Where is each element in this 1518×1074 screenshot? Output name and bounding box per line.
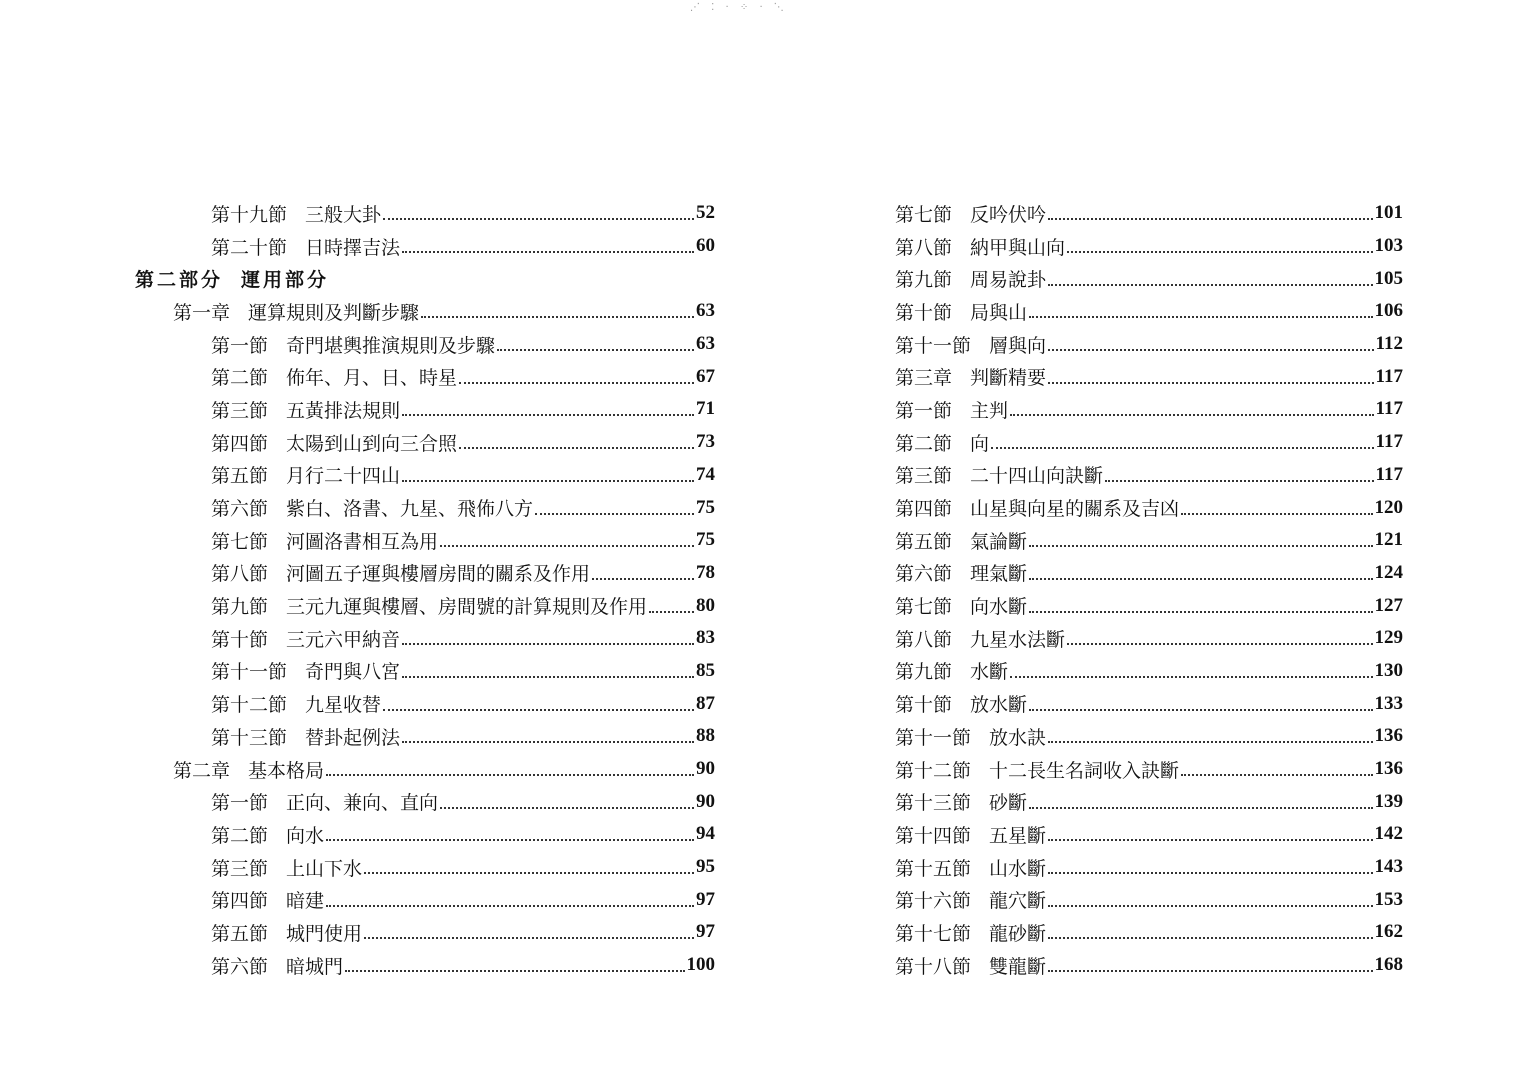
dot-leader — [459, 447, 694, 449]
section-title: 太陽到山到向三合照 — [286, 432, 458, 455]
section-number: 第八節 — [895, 628, 953, 651]
section-title: 佈年、月、日、時星 — [286, 367, 458, 390]
section-number: 第十二節 — [895, 759, 972, 782]
section-title: 河圖洛書相互為用 — [286, 530, 439, 553]
section-number: 第三章 — [895, 367, 953, 390]
section-number: 第二部分 — [135, 269, 224, 292]
section-title: 運用部分 — [241, 269, 330, 292]
page-number: 117 — [1375, 463, 1403, 485]
toc-section-entry — [133, 360, 715, 393]
section-title: 紫白、洛書、九星、飛佈八方 — [286, 498, 534, 521]
toc-section-entry — [133, 655, 715, 688]
page-number: 127 — [1374, 594, 1403, 616]
toc-section-entry — [855, 687, 1403, 720]
section-title: 向 — [970, 432, 990, 455]
section-title: 奇門堪輿推演規則及步驟 — [286, 334, 496, 357]
toc-section-entry — [855, 622, 1403, 655]
toc-section-entry — [133, 785, 715, 818]
dot-leader — [402, 643, 694, 645]
page-number: 168 — [1374, 954, 1403, 976]
dot-leader — [1048, 382, 1374, 384]
section-number: 第八節 — [895, 236, 953, 259]
section-title: 向水 — [286, 824, 325, 847]
page-number: 103 — [1374, 235, 1403, 257]
page-number: 83 — [696, 627, 715, 649]
page-number: 60 — [696, 235, 715, 257]
page-number: 117 — [1375, 398, 1403, 420]
section-number: 第十一節 — [895, 726, 972, 749]
section-number: 第十節 — [211, 628, 269, 651]
page-number: 94 — [696, 823, 715, 845]
dot-leader — [402, 676, 694, 678]
section-number: 第十三節 — [895, 792, 972, 815]
section-title: 月行二十四山 — [286, 465, 401, 488]
page-number: 136 — [1374, 758, 1403, 780]
toc-section-entry — [855, 491, 1403, 524]
page-number: 117 — [1375, 365, 1403, 387]
dot-leader — [649, 611, 694, 613]
section-number: 第十三節 — [211, 726, 288, 749]
toc-section-entry — [855, 426, 1403, 459]
dot-leader — [1048, 741, 1372, 743]
dot-leader — [402, 414, 694, 416]
toc-section-entry — [133, 720, 715, 753]
dot-leader — [1010, 414, 1374, 416]
toc-section-entry — [855, 230, 1403, 263]
section-number: 第九節 — [895, 661, 953, 684]
section-number: 第九節 — [895, 269, 953, 292]
section-number: 第三節 — [895, 465, 953, 488]
page-number: 139 — [1374, 790, 1403, 812]
section-number: 第十節 — [895, 694, 953, 717]
page-number: 63 — [696, 300, 715, 322]
section-title: 河圖五子運與樓層房間的關系及作用 — [286, 563, 591, 586]
page-number: 63 — [696, 333, 715, 355]
section-number: 第五節 — [211, 922, 269, 945]
page-number: 75 — [696, 496, 715, 518]
dot-leader — [1067, 251, 1372, 253]
section-number: 第二節 — [211, 367, 269, 390]
section-title: 判斷精要 — [970, 367, 1047, 390]
toc-section-entry — [133, 883, 715, 916]
toc-section-entry — [133, 949, 715, 982]
dot-leader — [364, 937, 694, 939]
toc-section-entry — [855, 295, 1403, 328]
dot-leader — [421, 316, 694, 318]
section-number: 第七節 — [895, 203, 953, 226]
dot-leader — [1029, 807, 1372, 809]
section-title: 二十四山向訣斷 — [970, 465, 1104, 488]
toc-section-entry — [133, 230, 715, 263]
section-title: 正向、兼向、直向 — [286, 792, 439, 815]
dot-leader — [991, 447, 1374, 449]
dot-leader — [1048, 937, 1372, 939]
section-title: 運算規則及判斷步驟 — [248, 301, 420, 324]
page-number: 120 — [1374, 496, 1403, 518]
toc-section-entry — [133, 622, 715, 655]
page-number: 133 — [1374, 692, 1403, 714]
section-title: 納甲與山向 — [970, 236, 1066, 259]
toc-section-entry — [855, 818, 1403, 851]
page-number: 67 — [696, 365, 715, 387]
toc-section-entry — [133, 818, 715, 851]
dot-leader — [1048, 349, 1374, 351]
section-number: 第三節 — [211, 399, 269, 422]
dot-leader — [440, 807, 694, 809]
page-number: 105 — [1374, 267, 1403, 289]
section-number: 第二十節 — [211, 236, 288, 259]
section-title: 放水訣 — [989, 726, 1047, 749]
dot-leader — [402, 251, 694, 253]
section-number: 第十四節 — [895, 824, 972, 847]
dot-leader — [459, 382, 694, 384]
section-number: 第十八節 — [895, 955, 972, 978]
section-number: 第四節 — [895, 498, 953, 521]
section-number: 第五節 — [895, 530, 953, 553]
section-title: 基本格局 — [248, 759, 325, 782]
page-number: 78 — [696, 561, 715, 583]
section-title: 山星與向星的關系及吉凶 — [970, 498, 1180, 521]
section-number: 第六節 — [211, 955, 269, 978]
toc-section-entry — [133, 589, 715, 622]
dot-leader — [402, 741, 694, 743]
toc-section-entry — [855, 557, 1403, 590]
section-title: 九星收替 — [305, 694, 382, 717]
toc-section-entry — [855, 459, 1403, 492]
dot-leader — [1048, 284, 1372, 286]
section-number: 第十節 — [895, 301, 953, 324]
section-number: 第七節 — [895, 596, 953, 619]
section-title: 理氣斷 — [970, 563, 1028, 586]
page-number: 90 — [696, 758, 715, 780]
dot-leader — [1048, 970, 1372, 972]
toc-section-entry — [855, 197, 1403, 230]
page-number: 88 — [696, 725, 715, 747]
toc-section-entry — [855, 785, 1403, 818]
section-title: 城門使用 — [286, 922, 363, 945]
dot-leader — [345, 970, 684, 972]
section-number: 第六節 — [895, 563, 953, 586]
section-title: 五黃排法規則 — [286, 399, 401, 422]
dot-leader — [326, 905, 694, 907]
toc-section-entry — [855, 393, 1403, 426]
page-number: 153 — [1374, 888, 1403, 910]
toc-section-entry — [133, 328, 715, 361]
section-number: 第十九節 — [211, 203, 288, 226]
page-number: 85 — [696, 659, 715, 681]
dot-leader — [1029, 578, 1372, 580]
page-number: 97 — [696, 921, 715, 943]
toc-section-entry — [133, 426, 715, 459]
toc-section-entry — [855, 753, 1403, 786]
page-number: 121 — [1374, 529, 1403, 551]
section-number: 第二節 — [211, 824, 269, 847]
section-title: 五星斷 — [989, 824, 1047, 847]
section-number: 第八節 — [211, 563, 269, 586]
section-title: 周易說卦 — [970, 269, 1047, 292]
section-title: 山水斷 — [989, 857, 1047, 880]
toc-left-column — [133, 197, 715, 982]
page-number: 80 — [696, 594, 715, 616]
section-title: 暗建 — [286, 890, 325, 913]
dot-leader — [1029, 709, 1372, 711]
section-number: 第三節 — [211, 857, 269, 880]
page-number: 73 — [696, 431, 715, 453]
section-title: 龍砂斷 — [989, 922, 1047, 945]
section-number: 第十一節 — [211, 661, 288, 684]
page-number: 101 — [1374, 202, 1403, 224]
section-number: 第十五節 — [895, 857, 972, 880]
toc-section-entry — [855, 655, 1403, 688]
section-title: 暗城門 — [286, 955, 344, 978]
page-number: 74 — [696, 463, 715, 485]
page-number: 162 — [1374, 921, 1403, 943]
section-number: 第二節 — [895, 432, 953, 455]
page-number: 142 — [1374, 823, 1403, 845]
dot-leader — [1048, 872, 1372, 874]
scan-specks: ⋰ ⁚ · ⁘ · ⋱ — [690, 2, 788, 13]
section-title: 放水斷 — [970, 694, 1028, 717]
toc-section-entry — [855, 524, 1403, 557]
section-number: 第一章 — [173, 301, 231, 324]
toc-section-entry — [133, 524, 715, 557]
section-title: 日時擇吉法 — [305, 236, 401, 259]
toc-section-entry — [133, 557, 715, 590]
page-number: 130 — [1374, 659, 1403, 681]
section-number: 第九節 — [211, 596, 269, 619]
dot-leader — [1048, 218, 1372, 220]
dot-leader — [1181, 774, 1372, 776]
toc-section-entry — [133, 197, 715, 230]
page-number: 100 — [686, 954, 715, 976]
section-title: 九星水法斷 — [970, 628, 1066, 651]
toc-section-entry — [855, 262, 1403, 295]
dot-leader — [1029, 545, 1372, 547]
page-number: 75 — [696, 529, 715, 551]
page-number: 106 — [1374, 300, 1403, 322]
section-title: 奇門與八宮 — [305, 661, 401, 684]
section-title: 替卦起例法 — [305, 726, 401, 749]
toc-section-entry — [855, 949, 1403, 982]
page-number: 129 — [1374, 627, 1403, 649]
section-number: 第四節 — [211, 890, 269, 913]
section-number: 第一節 — [211, 792, 269, 815]
section-title: 局與山 — [970, 301, 1028, 324]
toc-section-entry — [855, 916, 1403, 949]
page-number: 124 — [1374, 561, 1403, 583]
toc-chapter-entry — [855, 360, 1403, 393]
page-number: 143 — [1374, 856, 1403, 878]
dot-leader — [364, 872, 694, 874]
dot-leader — [1029, 611, 1372, 613]
section-title: 層與向 — [989, 334, 1047, 357]
section-title: 向水斷 — [970, 596, 1028, 619]
toc-section-entry — [133, 459, 715, 492]
dot-leader — [1105, 480, 1374, 482]
toc-section-entry — [855, 589, 1403, 622]
section-title: 十二長生名詞收入訣斷 — [989, 759, 1180, 782]
toc-chapter-entry — [133, 295, 715, 328]
dot-leader — [326, 774, 694, 776]
toc-section-entry — [855, 328, 1403, 361]
dot-leader — [1048, 839, 1372, 841]
section-title: 龍穴斷 — [989, 890, 1047, 913]
dot-leader — [497, 349, 694, 351]
section-number: 第一節 — [211, 334, 269, 357]
section-title: 反吟伏吟 — [970, 203, 1047, 226]
dot-leader — [1181, 513, 1372, 515]
section-title: 主判 — [970, 399, 1009, 422]
toc-right-column — [855, 197, 1403, 982]
toc-section-entry — [855, 720, 1403, 753]
section-number: 第一節 — [895, 399, 953, 422]
section-title: 三元六甲納音 — [286, 628, 401, 651]
dot-leader — [1010, 676, 1372, 678]
toc-section-entry — [133, 491, 715, 524]
dot-leader — [326, 839, 694, 841]
dot-leader — [440, 545, 694, 547]
page-number: 95 — [696, 856, 715, 878]
section-title: 氣論斷 — [970, 530, 1028, 553]
page-number: 112 — [1375, 333, 1403, 355]
section-number: 第六節 — [211, 498, 269, 521]
dot-leader — [402, 480, 694, 482]
section-title: 雙龍斷 — [989, 955, 1047, 978]
section-title: 砂斷 — [989, 792, 1028, 815]
page-number: 52 — [696, 202, 715, 224]
toc-chapter-entry — [133, 753, 715, 786]
dot-leader — [383, 709, 694, 711]
toc-section-entry — [133, 687, 715, 720]
toc-section-entry — [133, 916, 715, 949]
page-number: 117 — [1375, 431, 1403, 453]
section-title: 水斷 — [970, 661, 1009, 684]
page-number: 90 — [696, 790, 715, 812]
dot-leader — [1048, 905, 1372, 907]
section-title: 上山下水 — [286, 857, 363, 880]
toc-section-entry — [855, 883, 1403, 916]
section-number: 第四節 — [211, 432, 269, 455]
dot-leader — [383, 218, 694, 220]
section-number: 第十六節 — [895, 890, 972, 913]
section-number: 第七節 — [211, 530, 269, 553]
dot-leader — [592, 578, 694, 580]
page-number: 97 — [696, 888, 715, 910]
page-number: 87 — [696, 692, 715, 714]
page-number: 136 — [1374, 725, 1403, 747]
page-number: 71 — [696, 398, 715, 420]
toc-section-entry — [855, 851, 1403, 884]
section-title: 三元九運與樓層、房間號的計算規則及作用 — [286, 596, 648, 619]
section-number: 第二章 — [173, 759, 231, 782]
section-number: 第五節 — [211, 465, 269, 488]
toc-section-entry — [133, 851, 715, 884]
toc-section-entry — [133, 393, 715, 426]
section-number: 第十二節 — [211, 694, 288, 717]
section-title: 三般大卦 — [305, 203, 382, 226]
section-number: 第十七節 — [895, 922, 972, 945]
dot-leader — [1067, 643, 1372, 645]
toc-part-heading — [133, 262, 715, 295]
dot-leader — [1029, 316, 1372, 318]
dot-leader — [535, 513, 694, 515]
section-number: 第十一節 — [895, 334, 972, 357]
